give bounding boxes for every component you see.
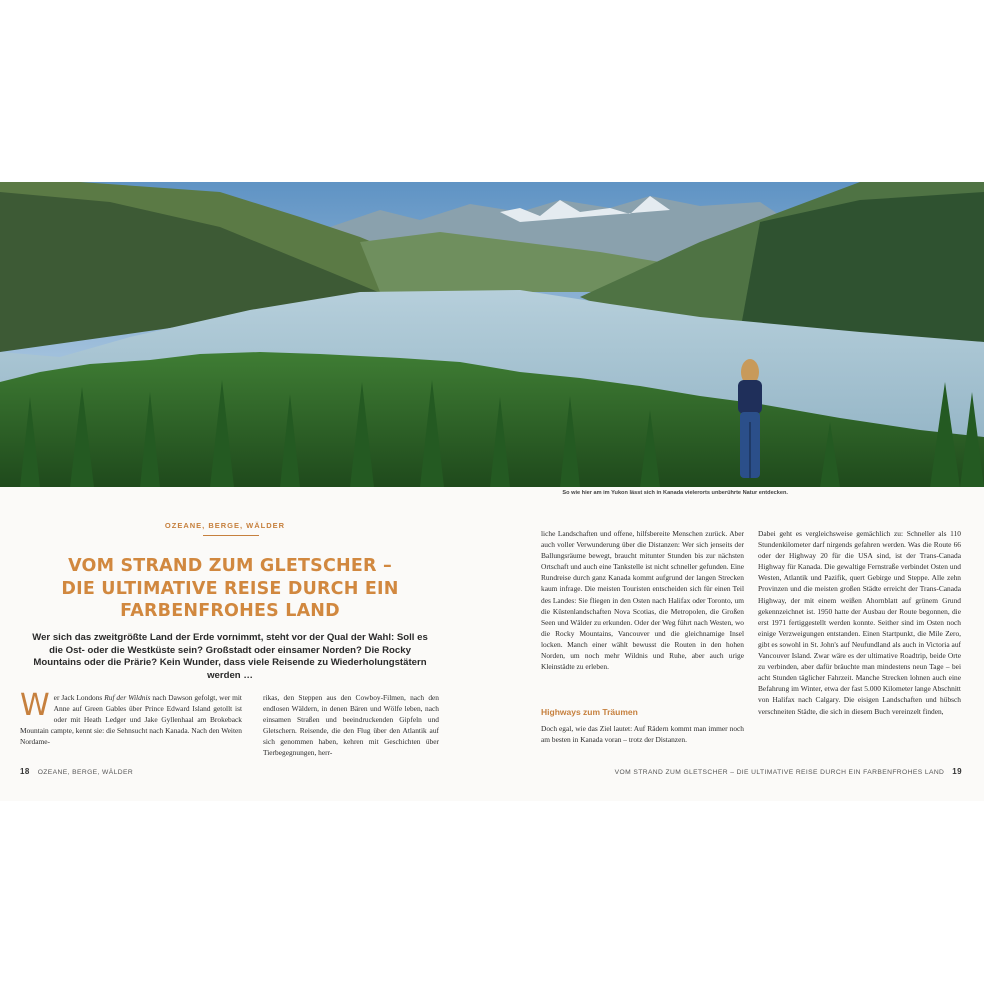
- col1-text-a: er Jack Londons: [53, 693, 105, 702]
- headline-line-2: DIE ULTIMATIVE REISE DURCH EIN: [61, 578, 399, 599]
- kicker-divider: [203, 535, 259, 536]
- body-column-3: liche Landschaften und offene, hilfsbereite Menschen zurück. Aber auch voller Verwunderung über die Distanzen: Wer sich jenseits der Ballungsräume bewegt, braucht mitunter Stunden bis zur nächsten Ortschaft und auch eine Tankstelle ist nicht schneller gefunden. Eine Rundreise durch ganz Kanada kommt aufgrund der langen Strecken kaum infrage. Die meisten Touristen entscheiden sich für einen Teil des Landes: Sie fliegen in den Osten nach Halifax oder Toronto, um die Küstenlandschaften Nova Scotias, die Metropolen, die Großen Seen und Wälder zu erkunden. Oder der Weg führt nach Westen, wo die Rocky Mountains, Vancouver und die gleichnamige Insel locken. Manch einer wählt bewusst die Routen in den hohen Norden, um noch mehr Wildnis und Ruhe, aber auch urige Kleinstädte zu erleben.: [541, 529, 744, 672]
- headline-line-3: FARBENFROHES LAND: [120, 601, 340, 621]
- running-head-right: VOM STRAND ZUM GLETSCHER – DIE ULTIMATIVE REISE DURCH EIN FARBENFROHES LAND: [614, 769, 945, 776]
- body-column-4: Dabei geht es vergleichsweise gemächlich zu: Schneller als 110 Stundenkilometer darf nirgends gefahren werden. Was die Route 66 oder der Highway 20 für die USA sind, ist der Trans-Canada Highway für Kanada. Die gewaltige Fernstraße verbindet Osten und Westen, Atlantik und Pazifik, quert Gebirge und Steppe. Alle zehn Provinzen und die meisten großen Städte erreicht der Trans-Canada Highway, der mit einem weißen Ahornblatt auf grünem Grund gekennzeichnet ist. 1950 hatte der Ausbau der Route begonnen, die erst 1971 fertiggestellt werden konnte. Seither sind im Osten noch einige Verzweigungen entstanden. Einen Startpunkt, die Mile Zero, gibt es sowohl in St. John's auf Neufundland als auch in Victoria auf Vancouver Island. Zwar wäre es der ultimative Roadtrip, beide Orte zu verbinden, aber dafür bräuchte man mindestens neun Tage – bei acht Stunden täglicher Fahrzeit. Manche Strecken lohnen auch eine Befahrung im Winter, etwa der fast 5.000 Kilometer lange Abschnitt von Halifax nach Calgary. Die eisigen Landschaften und hübsch verschneiten Städte, die sich in diesem Buch vereinzelt finden,: [758, 529, 961, 716]
- page-number-left: 18: [20, 767, 30, 776]
- drop-cap: W: [20, 688, 50, 723]
- page-number-right: 19: [952, 767, 962, 776]
- section-subhead: Highways zum Träumen: [541, 707, 638, 717]
- running-head-left: OZEANE, BERGE, WÄLDER: [37, 769, 134, 776]
- body-column-3-continued: Doch egal, wie das Ziel lautet: Auf Rädern kommt man immer noch am besten in Kanada voran – trotz der Distanzen.: [541, 724, 744, 745]
- yukon-lake-image: [0, 182, 984, 487]
- section-kicker: OZEANE, BERGE, WÄLDER: [164, 521, 286, 530]
- headline-line-1: VOM STRAND ZUM GLETSCHER –: [68, 556, 392, 576]
- landscape-photo: [0, 182, 984, 487]
- col1-text-b: nach Dawson gefolgt, wer mit Anne auf Green Gables über Prince Edward Island getollt ist oder mit Heath Ledger und Jake Gyllenhaal am Brokeback Mountain campte, kennt sie: die Sehnsucht nach Kanada. Nach den Weiten Nordame-: [20, 693, 242, 747]
- book-title-italic: Ruf der Wildnis: [104, 693, 151, 702]
- footer-left: [20, 767, 133, 776]
- body-column-2: rikas, den Steppen aus den Cowboy-Filmen, nach den endlosen Wäldern, in denen Bären und Wölfe leben, nach einsamen Straßen und beeindruckenden Gipfeln und Gletschern. Reisende, die den Flug über den Atlantik auf sich genommen haben, kehren mit Geschichten über Tierbegegnungen, herr-: [263, 693, 439, 758]
- body-column-1: [20, 688, 242, 747]
- book-spread: [0, 182, 984, 801]
- photo-caption: So wie hier am im Yukon lässt sich in Kanada vielerorts unberührte Natur entdecken.: [562, 490, 788, 496]
- article-headline: [40, 555, 420, 623]
- footer-right: [615, 767, 962, 776]
- article-intro: Wer sich das zweitgrößte Land der Erde vornimmt, steht vor der Qual der Wahl: Soll es die Ost- oder die Westküste sein? Großstadt oder einsamer Norden? Die Rocky Mountains oder die Prärie? Kein Wunder, dass viele Reisende zu Wiederholungstätern werden …: [32, 632, 428, 681]
